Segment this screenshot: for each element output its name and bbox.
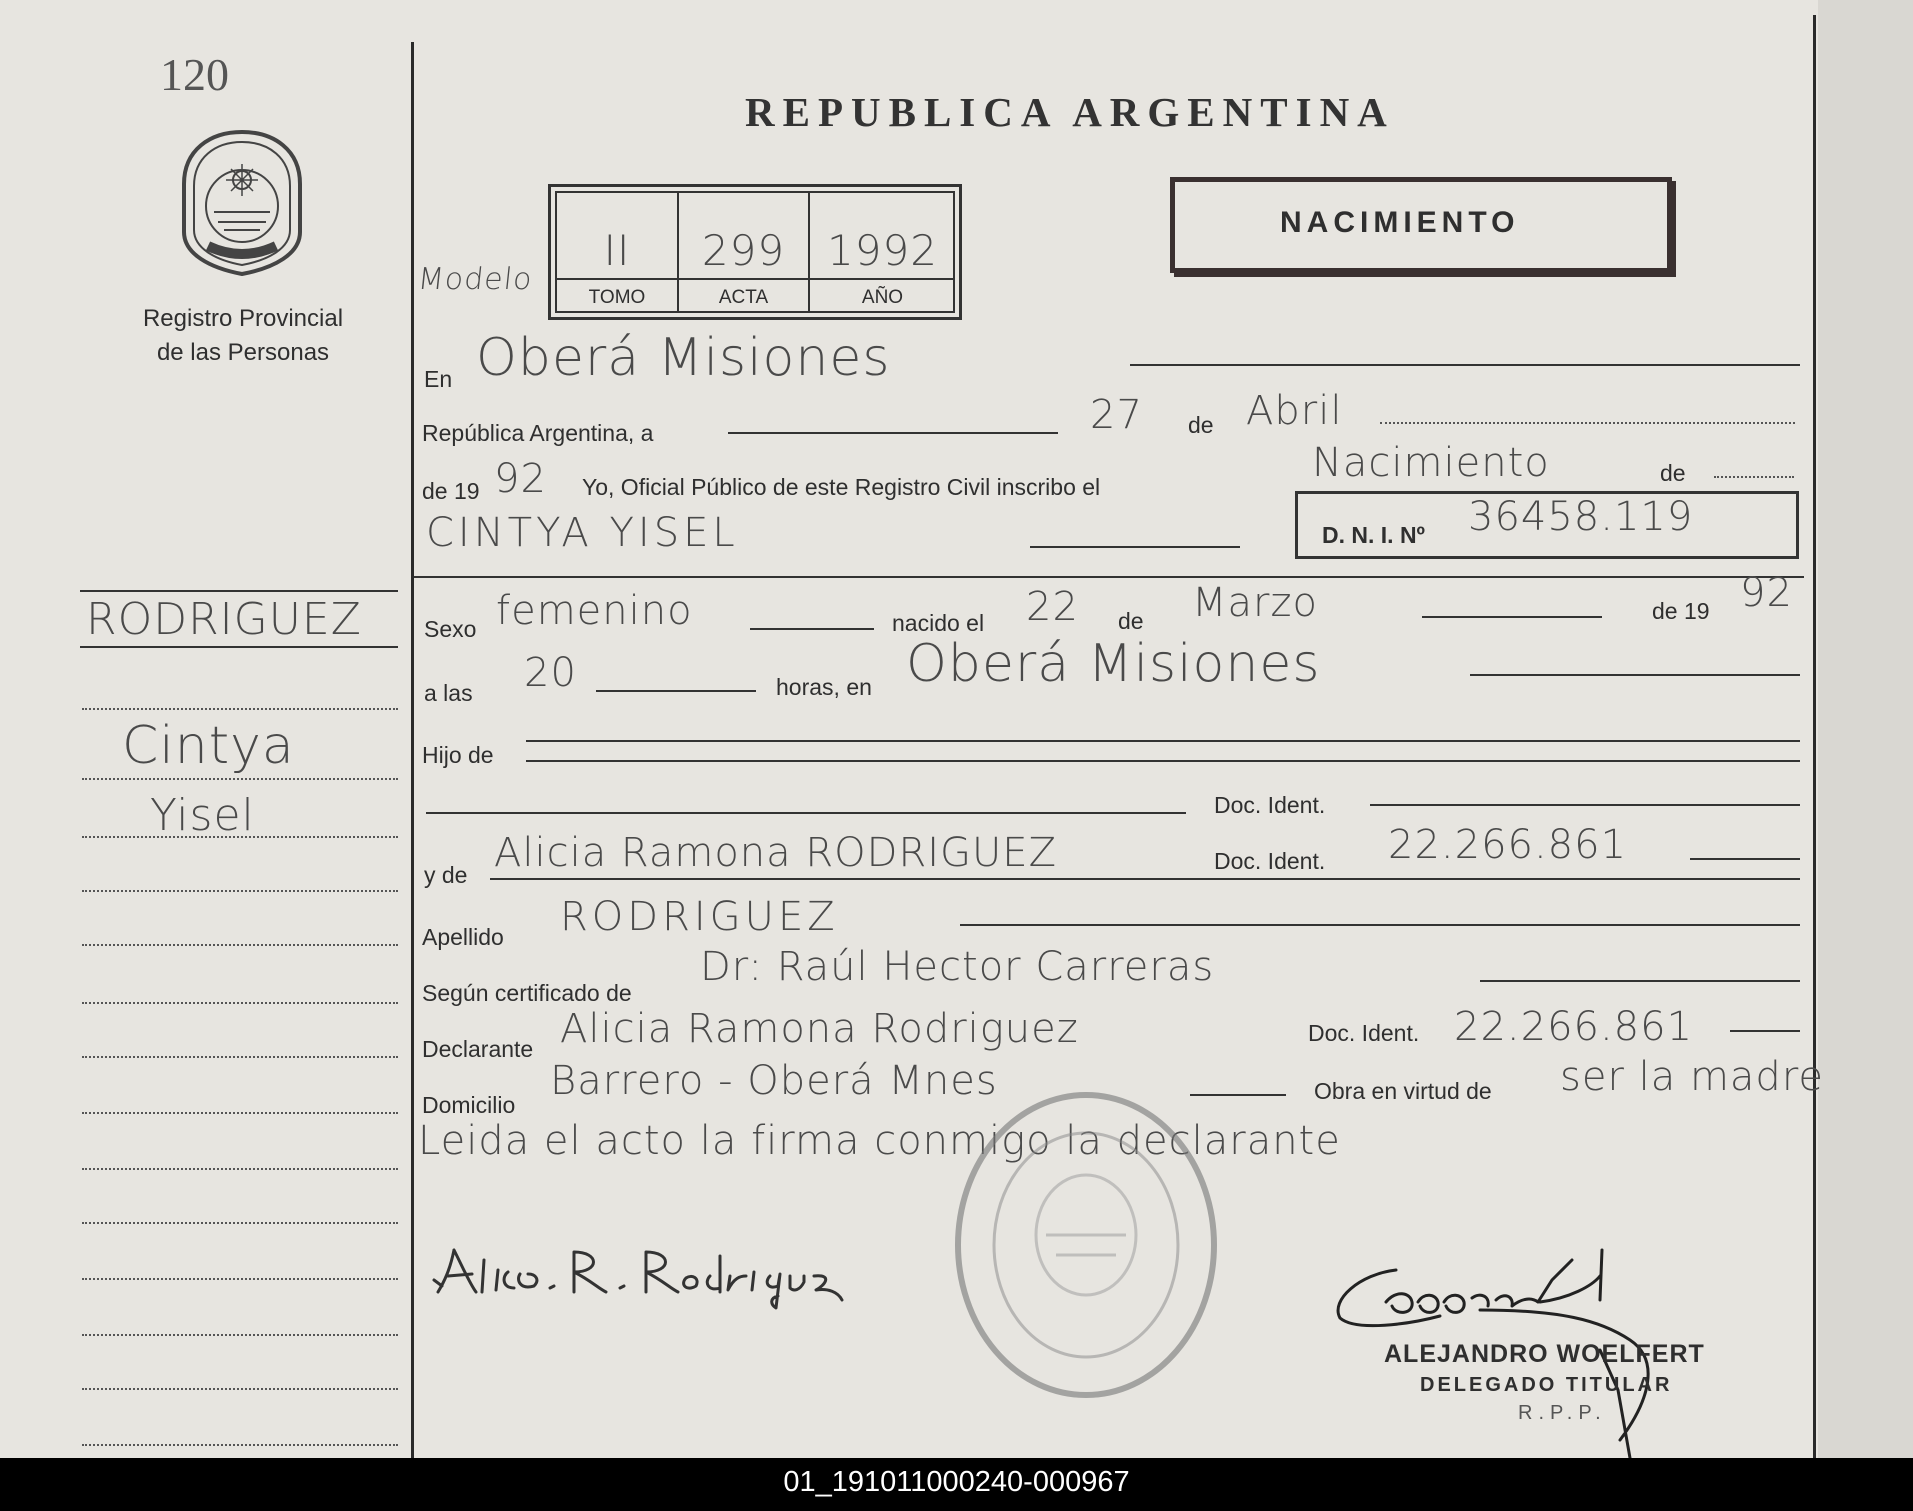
margin-dotted-line [82, 1278, 398, 1280]
de-label: de [1188, 412, 1214, 438]
fill-line [1480, 980, 1800, 982]
de-label-2: de [1660, 460, 1686, 486]
obra-value: ser la madre [1560, 1054, 1824, 1100]
de-19-label: de 19 [422, 478, 480, 504]
margin-dotted-line [82, 1112, 398, 1114]
margin-dotted-line [82, 890, 398, 892]
declarante-doc-value: 22.266.861 [1454, 1004, 1694, 1050]
margin-dotted-line [82, 1168, 398, 1170]
fill-line [1690, 858, 1800, 860]
sexo-value: femenino [496, 588, 693, 634]
tomo-label: TOMO [588, 287, 646, 308]
official-org: R.P.P. [1518, 1402, 1607, 1424]
fill-line [728, 432, 1058, 434]
official-title: DELEGADO TITULAR [1420, 1374, 1673, 1396]
declarante-value: Alicia Ramona Rodriguez [560, 1006, 1079, 1052]
scan-footer [0, 1458, 1913, 1511]
margin-given-1: Cintya [122, 716, 295, 776]
margin-dotted-line [82, 836, 398, 838]
obra-label: Obra en virtud de [1314, 1078, 1492, 1104]
modelo-label: Modelo [416, 262, 535, 297]
event-type: NACIMIENTO [1280, 206, 1520, 239]
mother-doc-value: 22.266.861 [1388, 822, 1628, 868]
fill-line [960, 924, 1800, 926]
margin-given-2: Yisel [150, 790, 255, 841]
anio-value: 1992 [827, 226, 938, 275]
fill-line [1030, 546, 1240, 548]
margin-dotted-line [82, 1002, 398, 1004]
doc-ident-label-2: Doc. Ident. [1214, 848, 1326, 874]
misiones-seal-icon [174, 128, 310, 276]
doc-ident-label-1: Doc. Ident. [1214, 792, 1326, 818]
fill-line [426, 812, 1186, 814]
margin-surname: RODRIGUEZ [86, 594, 362, 645]
fill-line [596, 690, 756, 692]
fill-line [526, 740, 1800, 742]
document-title: REPUBLICA ARGENTINA [745, 89, 1395, 135]
fill-line [1370, 804, 1800, 806]
margin-dotted-line [82, 1334, 398, 1336]
en-label: En [424, 366, 453, 392]
doc-ident-label-3: Doc. Ident. [1308, 1020, 1420, 1046]
domicilio-value: Barrero - Oberá Mnes [550, 1058, 998, 1104]
birth-year-value: 92 [1740, 570, 1793, 616]
nacido-label: nacido el [892, 610, 985, 636]
sexo-label: Sexo [424, 616, 477, 642]
hijo-label: Hijo de [422, 742, 494, 768]
act-kind-value: Nacimiento [1312, 440, 1550, 486]
birth-hour-value: 20 [524, 650, 577, 696]
y-de-label: y de [424, 862, 468, 888]
margin-dotted-line [82, 708, 398, 710]
oficial-text: Yo, Oficial Público de este Registro Civil inscribo el [582, 474, 1101, 500]
de-label-3: de [1118, 608, 1144, 634]
margin-dotted-line [82, 1444, 398, 1446]
fill-line [1730, 1030, 1800, 1032]
footer-id: 01_191011000240-000967 [783, 1466, 1130, 1498]
margin-dotted-line [82, 1056, 398, 1058]
margin-rule [80, 646, 398, 648]
scan-margin [1818, 0, 1913, 1458]
year-value: 92 [494, 456, 547, 502]
fill-line [490, 878, 1800, 880]
apellido-label: Apellido [422, 924, 504, 950]
margin-dotted-line [82, 1388, 398, 1390]
birth-day-value: 22 [1026, 584, 1079, 630]
declarante-label: Declarante [422, 1036, 534, 1062]
segun-label: Según certificado de [422, 980, 632, 1006]
margin-rule [80, 590, 398, 592]
registry-line-1: Registro Provincial [142, 305, 344, 332]
fill-line [1470, 674, 1800, 676]
fill-dots [1380, 422, 1795, 424]
margin-divider [411, 42, 414, 1458]
folio-number: 120 [160, 49, 229, 100]
record-box-rule [555, 278, 955, 280]
birth-place-value: Oberá Misiones [906, 634, 1321, 694]
fill-line [750, 628, 874, 630]
apellido-value: RODRIGUEZ [560, 894, 839, 940]
margin-dotted-line [82, 778, 398, 780]
a-las-label: a las [424, 680, 473, 706]
closing-note: Leida el acto la firma conmigo la declarante [418, 1118, 1341, 1164]
month-value: Abril [1246, 388, 1343, 434]
mother-value: Alicia Ramona RODRIGUEZ [494, 830, 1057, 876]
section-rule [414, 576, 1804, 578]
republica-label: República Argentina, a [422, 420, 654, 446]
declarant-signature [424, 1230, 894, 1310]
fill-line [526, 760, 1800, 762]
domicilio-label: Domicilio [422, 1092, 516, 1118]
place-value: Oberá Misiones [476, 328, 891, 388]
acta-label: ACTA [718, 287, 769, 308]
day-value: 27 [1090, 392, 1143, 438]
acta-value: 299 [701, 226, 786, 275]
registry-name [108, 302, 378, 370]
dni-label: D. N. I. Nº [1322, 522, 1425, 548]
doctor-value: Dr: Raúl Hector Carreras [700, 944, 1215, 990]
horas-en-label: horas, en [776, 674, 872, 700]
margin-dotted-line [82, 1222, 398, 1224]
fill-line [1130, 364, 1800, 366]
fill-line [1422, 616, 1602, 618]
child-name-value: CINTYA YISEL [426, 510, 739, 556]
anio-label: AÑO [861, 287, 904, 308]
birth-month-value: Marzo [1192, 580, 1318, 626]
dni-value: 36458.119 [1468, 494, 1694, 540]
official-name: ALEJANDRO WOELFERT [1384, 1340, 1705, 1368]
tomo-value: II [603, 226, 631, 275]
official-stamp-icon [946, 1085, 1226, 1405]
registry-line-2: de las Personas [156, 339, 330, 366]
fill-dots [1714, 476, 1794, 478]
margin-dotted-line [82, 944, 398, 946]
de-19b-label: de 19 [1652, 598, 1710, 624]
